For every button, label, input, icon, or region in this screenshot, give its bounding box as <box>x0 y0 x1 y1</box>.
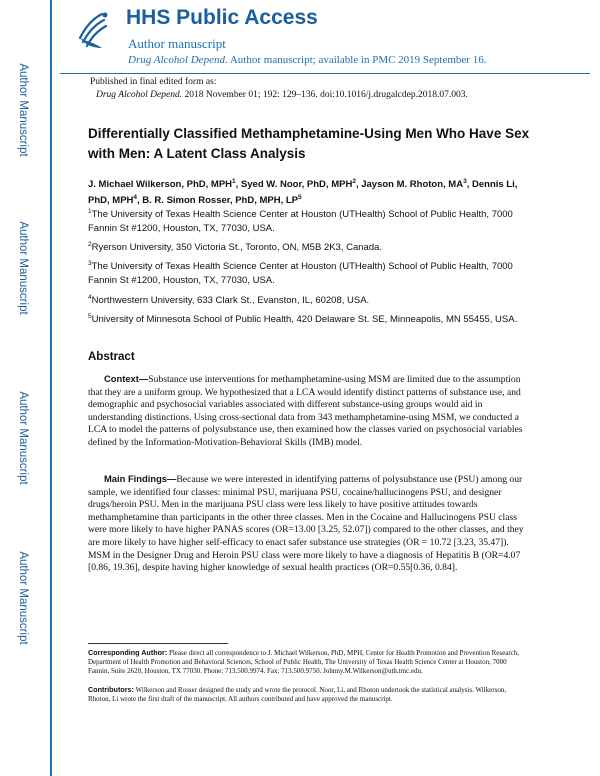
hhs-public-access-title: HHS Public Access <box>126 6 318 29</box>
affiliation-1: $^1$The University of Texas Health Science Center at Houston (UTHealth) School of Public Health, 7000 Fannin St #1200, Houston, TX, 77030, USA. <box>88 208 513 234</box>
author: B. R. Simon Rosser, PhD, MPH, LP <box>142 195 299 207</box>
affiliation-4: $^4$Northwestern University, 633 Clark St., Evanston, IL, 60208, USA. <box>88 294 370 307</box>
article-title: Differentially Classified Methamphetamine-Using Men Who Have Sex with Men: A Latent Class Analysis <box>88 126 530 161</box>
side-label-3: Author Manuscript <box>17 391 29 485</box>
footnote-rule <box>88 643 228 644</box>
sidebar-rule <box>50 0 52 776</box>
author-list: J. Michael Wilkerson, PhD, MPH$^1$, Syed W. Noor, PhD, MPH$^2$, Jayson M. Rhoton, $MA^3$, Dennis Li, PhD, MPH$^4$, B. R. Simon Rosser, PhD, MPH, $LP^5$ <box>88 178 518 207</box>
author: J. Michael Wilkerson, PhD, MPH <box>88 179 233 191</box>
header-rule <box>60 73 590 74</box>
affiliation-2: $^2$Ryerson University, 350 Victoria St., Toronto, ON, M5B 2K3, Canada. <box>88 241 383 254</box>
abstract-context: Context—Substance use interventions for methamphetamine-using MSM are limited due to the assumption that they are a uniform group. We hypothesized that a LCA would identify distinct patterns of substance use, and demographic and psychosocial variables associated with different substance-using groups would aid in understanding distinctions. Using cross-sectional data from 343 methamphetamine-using MSM, we conducted a LCA to model the patterns of polysubstance use, then examined how the classes varied on psychosocial variables defined by the Information-Motivation-Behavioral Skills (IMB) model. <box>88 373 523 448</box>
published-label: Published in final edited form as: <box>90 77 217 87</box>
side-label-2: Author Manuscript <box>17 221 29 315</box>
hhs-eagle-logo <box>72 8 112 52</box>
author: Syed W. Noor, PhD, MPH <box>240 179 353 191</box>
author: Dennis Li, PhD, MPH <box>88 179 518 207</box>
abstract-heading: Abstract <box>88 351 135 363</box>
affiliation-5: $^5$University of Minnesota School of Public Health, 420 Delaware St. SE, Minneapolis, MN 55455, USA. <box>88 313 518 326</box>
affiliation-3: $^3$The University of Texas Health Science Center at Houston (UTHealth) School of Public Health, 7000 Fannin St #1200, Houston, TX, 77030, USA. <box>88 260 513 286</box>
abstract-main-findings: Main Findings—Because we were interested in identifying patterns of polysubstance use (PSU) among our sample, we identified four classes: minimal PSU, marijuana PSU, cocaine/hallucinogens PSU, and designer drugs/heroin PSU. Men in the marijuana PSU class were less likely to have positive attitudes towards methamphetamine than participants in the other three classes. Men in the Cocaine and Hallucinogens PSU class were more likely to have higher PANAS scores (OR=13.00 [3.25, 52.07]) compared to the other classes, and they are more likely to have higher self-efficacy to enact safer substance use strategies (OR = 10.72 [3.23, 35.47]). MSM in the Designer Drug and Heroin PSU class were more likely to have a diagnosis of Hepatitis B (OR=4.07 [0.86, 19.36], despite having higher knowledge of sexual health practices (OR=0.55[0.36, 0.84]. <box>88 473 524 574</box>
author: Jayson M. Rhoton, MA <box>361 179 464 191</box>
side-label-1: Author Manuscript <box>17 63 29 157</box>
citation-line: Drug Alcohol Depend. 2018 November 01; 192: 129–136. doi:10.1016/j.drugalcdep.2018.07.003. <box>96 90 468 100</box>
author-manuscript-label: Author manuscript <box>128 36 226 51</box>
corresponding-author-note: Corresponding Author: Please direct all correspondence to J. Michael Wilkerson, PhD, MPH, Center for Health Promotion and Prevention Research, Department of Health Promotion and Behavioral Sciences, School of Public Health, The University of Texas Health Science Center at Houston, 7000 Fannin, Suite 2620, Houston, TX 77030. Phone: 713.500.9974. Fax: 713.500.9750. Johnny.M.Wilkerson@uth.tmc.edu. <box>88 648 520 675</box>
side-label-4: Author Manuscript <box>17 551 29 645</box>
availability-line: Drug Alcohol Depend. Author manuscript; available in PMC 2019 September 16. <box>128 54 487 66</box>
contributors-note: Contributors: Wilkerson and Rosser designed the study and wrote the protocol. Noor, Li, and Rhoton undertook the statistical analysis. Wilkerson, Rhoton, Li wrote the first draft of the manuscript. All authors contributed and have approved the manuscript. <box>88 685 507 703</box>
